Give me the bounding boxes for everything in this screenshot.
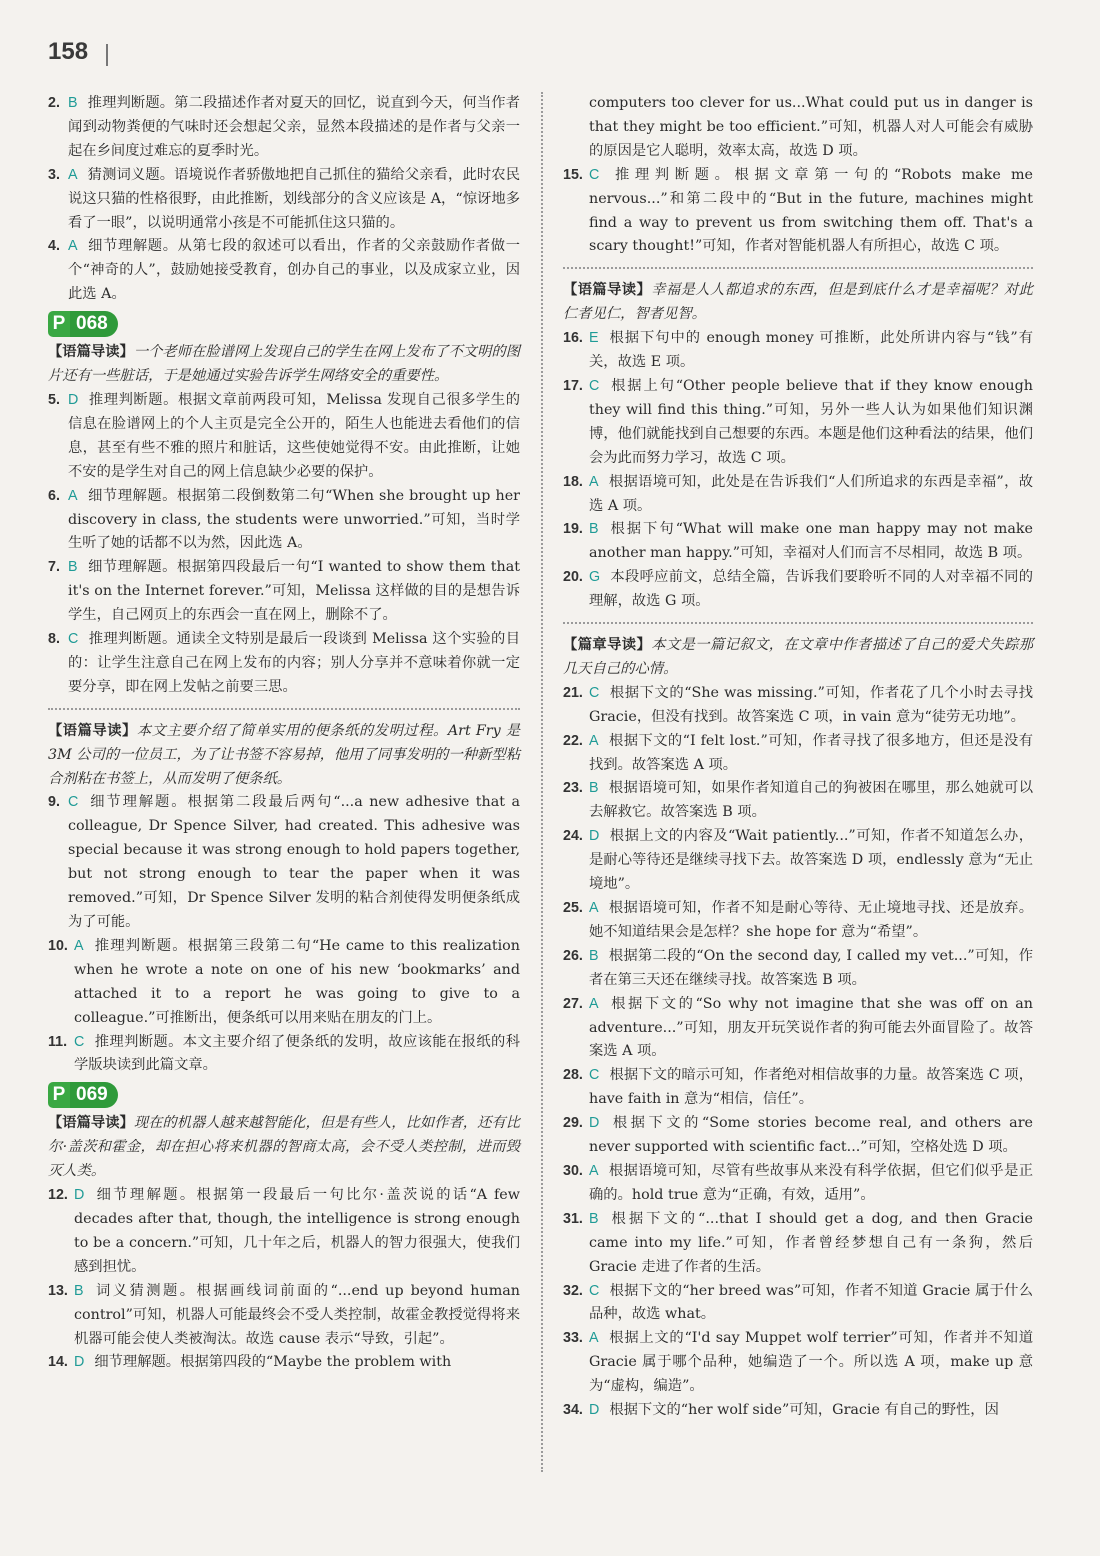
passage-badge <box>48 311 520 337</box>
answer-item <box>48 1031 520 1079</box>
question-number: 27. <box>563 995 583 1012</box>
question-number: 14. <box>48 1354 68 1371</box>
question-number: 33. <box>563 1330 583 1347</box>
answer-continuation <box>563 92 1033 164</box>
answer-letter: A <box>589 995 599 1012</box>
answer-item <box>563 471 1033 519</box>
section-divider <box>48 708 520 710</box>
question-number: 20. <box>563 569 583 586</box>
explanation-text: 词义猜测题。根据画线词前面的“...end up beyond human control”可知，机器人可能最终会不受人类控制，故霍金教授觉得将来机器可能会使人类被淘汰。故选 cause 表示“导致，引起”。 <box>74 1282 520 1347</box>
answer-item <box>563 993 1033 1065</box>
intro-text: 本文主要介绍了简单实用的便条纸的发明过程。Art Fry 是 3M 公司的一位员工，为了让书签不容易掉，他用了同事发明的一种新型粘合剂粘在书签上，从而发明了便条纸。 <box>48 722 520 787</box>
intro-label: 【语篇导读】 <box>563 282 652 299</box>
passage-intro <box>48 341 520 389</box>
question-number: 16. <box>563 330 583 347</box>
question-number: 17. <box>563 377 583 394</box>
explanation-text: 根据语境可知，作者不知是耐心等待、无止境地寻找、还是放弃。她不知道结果会是怎样？she hope for 意为“希望”。 <box>589 900 1033 940</box>
passage-intro <box>563 634 1033 682</box>
answer-item <box>48 935 520 1031</box>
explanation-text: computers too clever for us...What could put us in danger is that they might be too efficient.”可知，机器人对人可能会有威胁的原因是它人聪明，效率太高，故选 D 项。 <box>589 95 1033 159</box>
explanation-text: 推理判断题。通读全文特别是最后一段谈到 Melissa 这个实验的目的：让学生注意自己在网上发布的内容；别人分享并不意味着你就一定要分享，即在网上发帖之前要三思。 <box>68 631 520 695</box>
explanation-text: 根据下文的“Some stories become real, and others are never supported with scientific fact...”可知，空格处选 D 项。 <box>589 1115 1033 1156</box>
passage-code: 068 <box>70 311 118 337</box>
explanation-text: 推理判断题。根据第三段第二句“He came to this realization when he wrote a note on one of his new ‘bookmarks’ and attached it to a report he was going to give to a colleague.”可推断出，便条纸可以用来贴在朋友的门上。 <box>74 937 520 1026</box>
explanation-text: 细节理解题。从第七段的叙述可以看出，作者的父亲鼓励作者做一个“神奇的人”，鼓励她接受教育，创办自己的事业，以及成家立业，因此选 A。 <box>68 238 520 303</box>
question-number: 9. <box>48 794 60 811</box>
p-icon: P <box>48 1082 70 1108</box>
answer-letter: A <box>589 473 599 490</box>
answer-item <box>48 389 520 485</box>
answer-letter: D <box>74 1187 85 1204</box>
intro-text: 现在的机器人越来越智能化，但是有些人，比如作者，还有比尔·盖茨和霍金，却在担心将来机器的智商太高，会不受人类控制，进而毁灭人类。 <box>48 1115 521 1180</box>
answer-letter: D <box>74 1354 85 1371</box>
answer-letter: C <box>589 166 600 183</box>
explanation-text: 根据第二段的“On the second day, I called my vet...”可知，作者在第三天还在继续寻找。故答案选 B 项。 <box>589 947 1033 988</box>
answer-item <box>563 1160 1033 1208</box>
explanation-text: 根据下文的“her breed was”可知，作者不知道 Gracie 属于什么品种，故选 what。 <box>589 1282 1033 1323</box>
intro-label: 【语篇导读】 <box>48 722 137 739</box>
question-number: 23. <box>563 780 583 797</box>
answer-item <box>563 897 1033 945</box>
question-number: 34. <box>563 1402 583 1419</box>
explanation-text: 根据下文的“her wolf side”可知，Gracie 有自己的野性，因 <box>609 1402 999 1419</box>
answer-letter: C <box>68 631 79 648</box>
answer-letter: B <box>589 1210 599 1227</box>
answer-item <box>563 1327 1033 1399</box>
explanation-text: 细节理解题。根据第二段倒数第二句“When she brought up her discovery in class, the students were unworried.”可知，当时学生听了她的话都不以为然，因此选 A。 <box>68 487 520 552</box>
answer-letter: C <box>589 684 600 701</box>
answer-item <box>48 556 520 628</box>
explanation-text: 推理判断题。根据文章第一句的“Robots make me nervous...”和第二段中的“But in the future, machines might find a way to prevent us from switching them off. That's a scary thought!”可知，作者对智能机器人有所担心，故选 C 项。 <box>589 166 1033 255</box>
intro-text: 本文是一篇记叙文，在文章中作者描述了自己的爱犬失踪那几天自己的心情。 <box>563 637 1033 677</box>
answer-letter: A <box>68 166 78 183</box>
explanation-text: 根据下文的“I felt lost.”可知，作者寻找了很多地方，但还是没有找到。故答案选 A 项。 <box>589 732 1033 773</box>
explanation-text: 根据下文的“She was missing.”可知，作者花了几个小时去寻找 Gracie，但没有找到。故答案选 C 项，in vain 意为“徒劳无功地”。 <box>589 684 1033 725</box>
answer-item <box>563 1112 1033 1160</box>
question-number: 13. <box>48 1282 68 1299</box>
answer-item <box>563 730 1033 778</box>
passage-badge <box>48 1082 520 1108</box>
answer-letter: B <box>589 780 599 797</box>
answer-letter: A <box>74 937 84 954</box>
intro-label: 【语篇导读】 <box>48 1115 134 1132</box>
answer-letter: B <box>68 95 78 111</box>
answer-item <box>48 235 520 307</box>
answer-letter: C <box>68 794 79 811</box>
question-number: 4. <box>48 238 60 255</box>
question-number: 21. <box>563 684 583 701</box>
explanation-text: 根据语境可知，尽管有些故事从来没有科学依据，但它们似乎是正确的。hold true 意为“正确，有效，适用”。 <box>589 1162 1033 1203</box>
question-number: 29. <box>563 1115 583 1132</box>
section-divider <box>563 267 1033 269</box>
answer-item <box>563 1399 1033 1423</box>
answer-item <box>563 682 1033 730</box>
answer-item <box>48 485 520 557</box>
passage-intro <box>48 720 520 792</box>
answer-item <box>563 375 1033 471</box>
question-number: 28. <box>563 1067 583 1084</box>
explanation-text: 细节理解题。根据第一段最后一句比尔·盖茨说的话“A few decades after that, though, the intelligence is strong enough to be a concern.”可知，几十年之后，机器人的智力很强大，使我们感到担忧。 <box>74 1187 520 1275</box>
question-number: 8. <box>48 631 60 648</box>
intro-label: 【篇章导读】 <box>563 637 652 654</box>
explanation-text: 推理判断题。根据文章前两段可知，Melissa 发现自己很多学生的信息在脸谱网上的个人主页是完全公开的，陌生人也能进去看他们的信息，甚至有些不雅的照片和脏话，这些使她觉得不安。由此推断，让她不安的是学生对自己的网上信息缺少必要的保护。 <box>68 391 520 480</box>
explanation-text: 根据上句“Other people believe that if they know enough they will find this thing.”可知，另外一些人认为如果他们知识渊博，他们就能找到自己想要的东西。本题是他们这种看法的结果，他们会为此而努力学习，故选 C 项。 <box>589 377 1033 466</box>
explanation-text: 细节理解题。根据第四段最后一句“I wanted to show them that it's on the Internet forever.”可知，Melissa 这样做的目的是想告诉学生，自己网页上的东西会一直在网上，删除不了。 <box>68 559 520 624</box>
answer-letter: A <box>589 1330 599 1347</box>
column-divider <box>541 92 543 1472</box>
explanation-text: 根据下文的暗示可知，作者绝对相信故事的力量。故答案选 C 项，have faith in 意为“相信，信任”。 <box>589 1067 1033 1108</box>
answer-letter: E <box>589 330 599 347</box>
answer-item <box>48 92 520 164</box>
question-number: 25. <box>563 900 583 916</box>
explanation-text: 猜测词义题。语境说作者骄傲地把自己抓住的猫给父亲看，此时农民说这只猫的性格很野，由此推断，划线部分的含义应该是 A，“惊讶地多看了一眼”，以说明通常小孩是不可能抓住这只猫的。 <box>68 166 520 231</box>
answer-item <box>563 327 1033 375</box>
question-number: 11. <box>48 1033 68 1050</box>
question-number: 15. <box>563 166 583 183</box>
answer-item <box>48 1351 520 1375</box>
intro-text: 幸福是人人都追求的东西，但是到底什么才是幸福呢？对此仁者见仁，智者见智。 <box>563 282 1033 323</box>
answer-letter: B <box>74 1282 84 1299</box>
answer-item <box>563 777 1033 825</box>
answer-item <box>48 791 520 934</box>
answer-letter: C <box>589 377 600 394</box>
passage-intro <box>48 1112 520 1184</box>
question-number: 18. <box>563 473 583 490</box>
answer-letter: B <box>589 947 599 964</box>
answer-letter: G <box>589 569 601 586</box>
explanation-text: 推理判断题。本文主要介绍了便条纸的发明，故应该能在报纸的科学版块读到此篇文章。 <box>74 1033 520 1074</box>
question-number: 3. <box>48 166 60 183</box>
question-number: 2. <box>48 95 60 111</box>
right-column <box>563 92 1033 1423</box>
answer-item <box>563 1064 1033 1112</box>
answer-letter: D <box>589 828 600 845</box>
answer-letter: A <box>68 487 78 504</box>
question-number: 26. <box>563 947 583 964</box>
question-number: 22. <box>563 732 583 749</box>
explanation-text: 根据语境可知，如果作者知道自己的狗被困在哪里，那么她就可以去解救它。故答案选 B 项。 <box>589 780 1033 821</box>
intro-label: 【语篇导读】 <box>48 344 134 361</box>
explanation-text: 根据上文的“I'd say Muppet wolf terrier”可知，作者并不知道 Gracie 属于哪个品种，她编造了一个。所以选 A 项，make up 意为“虚构，编造”。 <box>589 1330 1033 1395</box>
answer-item <box>563 825 1033 897</box>
answer-letter: B <box>68 559 78 576</box>
question-number: 5. <box>48 391 60 408</box>
answer-item <box>563 566 1033 614</box>
page-number: 158 <box>48 38 89 65</box>
answer-item <box>563 1208 1033 1280</box>
answer-item <box>563 164 1033 260</box>
question-number: 10. <box>48 937 68 954</box>
left-column <box>48 92 520 1375</box>
section-divider <box>563 622 1033 624</box>
passage-code: 069 <box>70 1082 118 1108</box>
explanation-text: 根据下文的“...that I should get a dog, and then Gracie came into my life.”可知，作者曾经梦想自己有一条狗，然后 Gracie 走进了作者的生活。 <box>589 1210 1033 1275</box>
question-number: 30. <box>563 1162 583 1179</box>
explanation-text: 根据下句“What will make one man happy may not make another man happy.”可知，幸福对人们而言不尽相同，故选 B 项。 <box>589 521 1033 562</box>
answer-letter: C <box>589 1067 600 1084</box>
answer-item <box>48 164 520 236</box>
question-number: 24. <box>563 828 583 845</box>
question-number: 12. <box>48 1187 68 1204</box>
explanation-text: 推理判断题。第二段描述作者对夏天的回忆，说直到今天，何当作者闻到动物粪便的气味时还会想起父亲，显然本段描述的是作者与父亲一起在乡间度过难忘的夏季时光。 <box>68 95 520 159</box>
answer-item <box>563 1280 1033 1328</box>
answer-letter: B <box>589 521 599 538</box>
answer-item <box>48 1184 520 1280</box>
explanation-text: 细节理解题。根据第二段最后两句“...a new adhesive that a colleague, Dr Spence Silver, had created. This adhesive was special because it was strong enough to hold papers together, but not strong enough to tear the paper when it was removed.”可知，Dr Spence Silver 发明的粘合剂使得发明便条纸成为了可能。 <box>68 794 520 930</box>
explanation-text: 根据上文的内容及“Wait patiently...”可知，作者不知道怎么办，是耐心等待还是继续寻找下去。故答案选 D 项，endlessly 意为“无止境地”。 <box>589 828 1033 893</box>
answer-item <box>563 945 1033 993</box>
explanation-text: 根据下文的“So why not imagine that she was off on an adventure...”可知，朋友开玩笑说作者的狗可能去外面冒险了。故答案选 A 项。 <box>589 995 1033 1060</box>
answer-item <box>48 628 520 700</box>
answer-letter: D <box>589 1402 600 1419</box>
explanation-text: 根据语境可知，此处是在告诉我们“人们所追求的东西是幸福”，故选 A 项。 <box>589 473 1033 514</box>
answer-item <box>48 1280 520 1352</box>
page-number-separator <box>106 44 108 66</box>
question-number: 31. <box>563 1210 583 1227</box>
answer-letter: A <box>68 238 78 255</box>
answer-letter: D <box>589 1115 600 1132</box>
intro-text: 一个老师在脸谱网上发现自己的学生在网上发布了不文明的图片还有一些脏话，于是她通过实验告诉学生网络安全的重要性。 <box>48 344 521 385</box>
explanation-text: 细节理解题。根据第四段的“Maybe the problem with <box>94 1354 452 1371</box>
question-number: 19. <box>563 521 583 538</box>
p-icon: P <box>48 311 70 337</box>
answer-letter: D <box>68 391 79 408</box>
answer-letter: A <box>589 732 599 749</box>
answer-letter: C <box>74 1033 85 1050</box>
answer-letter: A <box>589 1162 599 1179</box>
question-number: 32. <box>563 1282 583 1299</box>
passage-intro <box>563 279 1033 327</box>
answer-letter: A <box>589 900 599 916</box>
explanation-text: 根据下句中的 enough money 可推断，此处所讲内容与“钱”有关，故选 E 项。 <box>589 330 1033 371</box>
question-number: 6. <box>48 487 60 504</box>
explanation-text: 本段呼应前文，总结全篇，告诉我们要聆听不同的人对幸福不同的理解，故选 G 项。 <box>589 569 1033 610</box>
answer-letter: C <box>589 1282 600 1299</box>
question-number: 7. <box>48 559 60 576</box>
answer-item <box>563 518 1033 566</box>
